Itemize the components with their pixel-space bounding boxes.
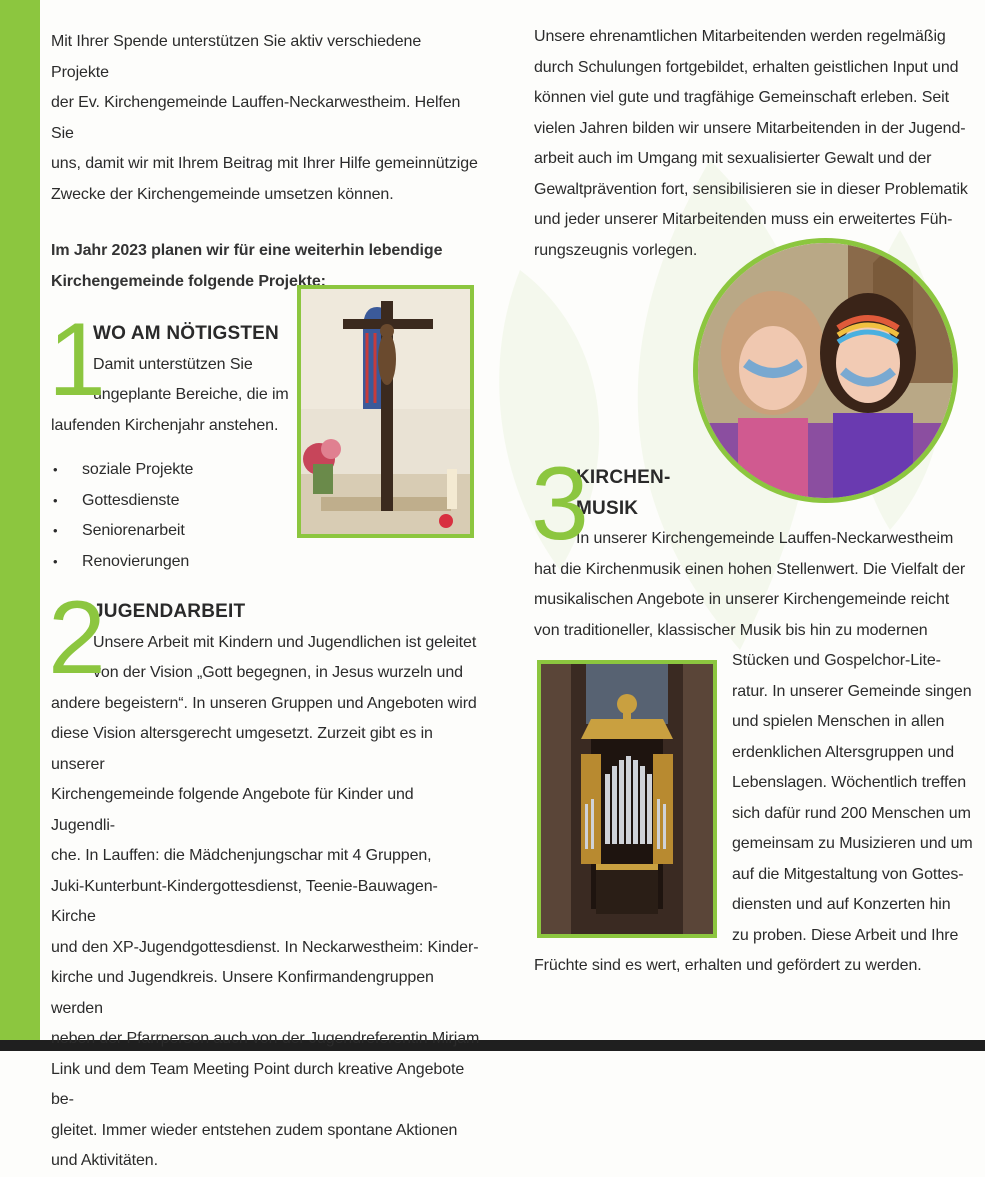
bullet-item: • Renovierungen [51, 547, 481, 578]
section-2-line: Link und dem Team Meeting Point durch kreative Angebote be- [51, 1060, 465, 1108]
children-illustration [698, 243, 953, 498]
continuation-line: Unsere ehrenamtlichen Mitarbeitenden werden regelmäßig [534, 28, 946, 45]
bullet-item: • Gottesdienste [51, 486, 481, 517]
organ-illustration [541, 664, 713, 934]
intro-line: Mit Ihrer Spende unterstützen Sie aktiv verschiedene Projekte [51, 33, 422, 81]
intro-line: der Ev. Kirchengemeinde Lauffen-Neckarwestheim. Helfen Sie [51, 94, 461, 142]
continuation-line: vielen Jahren bilden wir unsere Mitarbeitenden in der Jugend- [534, 119, 966, 137]
section-2-line: Kirchengemeinde folgende Angebote für Kinder und Jugendli- [51, 786, 414, 834]
section-3-wrap-line: Lebenslagen. Wöchentlich treffen [732, 774, 966, 791]
section-number-3: 3 [531, 446, 589, 562]
section-2-line: andere begeistern“. In unseren Gruppen und Angeboten wird [51, 694, 477, 712]
section-2-line: diese Vision altersgerecht umgesetzt. Zurzeit gibt es in unserer [51, 725, 433, 773]
plan-heading-line: Im Jahr 2023 planen wir für eine weiterhin lebendige [51, 242, 443, 259]
intro-line: Zwecke der Kirchengemeinde umsetzen können. [51, 185, 394, 203]
section-2-line: che. In Lauffen: die Mädchenjungschar mit 4 Gruppen, [51, 847, 432, 864]
section-title-3b: MUSIK [576, 497, 639, 519]
crucifix-illustration [301, 289, 470, 534]
section-3-line: von traditioneller, klassischer Musik bis hin zu modernen [534, 621, 928, 639]
section-3-wrap-line: zu proben. Diese Arbeit und Ihre [732, 926, 959, 944]
bullet-item: • soziale Projekte [51, 455, 481, 486]
church-organ-photo [537, 660, 717, 938]
section-3-line: musikalischen Angebote in unserer Kirchengemeinde reicht [534, 591, 950, 608]
section-3-wrap-line: gemeinsam zu Musizieren und um [732, 835, 973, 852]
section-number-1: 1 [48, 302, 106, 418]
section-2-line: und den XP-Jugendgottesdienst. In Neckarwestheim: Kinder- [51, 938, 479, 956]
left-column [48, 27, 481, 1177]
bullet-item: • Seniorenarbeit [51, 516, 481, 547]
section-3-wrap-line: Stücken und Gospelchor-Lite- [732, 652, 941, 669]
section-3-line: hat die Kirchenmusik einen hohen Stellenwert. Die Vielfalt der [534, 560, 966, 578]
section-2-line: neben der Pfarrperson auch von der Jugendreferentin Mirjam [51, 1030, 480, 1047]
continuation-line: und jeder unserer Mitarbeitenden muss ein erweitertes Füh- [534, 211, 953, 228]
section-2-line: Juki-Kunterbunt-Kindergottesdienst, Teenie-Bauwagen-Kirche [51, 877, 438, 925]
continuation-line: arbeit auch im Umgang mit sexualisierter Gewalt und der [534, 150, 932, 167]
intro-line: uns, damit wir mit Ihrem Beitrag mit Ihrer Hilfe gemeinnützige [51, 155, 478, 172]
section-3-wrap-line: diensten und auf Konzerten hin [732, 896, 951, 913]
section-title-2: JUGENDARBEIT [93, 601, 246, 622]
section-3-line: In unserer Kirchengemeinde Lauffen-Neckarwestheim [576, 530, 954, 547]
continuation-line: durch Schulungen fortgebildet, erhalten geistlichen Input und [534, 58, 959, 76]
section-3-wrap-line: auf die Mitgestaltung von Gottes- [732, 865, 964, 883]
section-2-line: und Aktivitäten. [51, 1152, 158, 1169]
green-side-bar [0, 0, 40, 1040]
crucifix-altar-photo [297, 285, 474, 538]
children-face-paint-photo [693, 238, 958, 503]
section-3-wrap-line: und spielen Menschen in allen [732, 713, 945, 730]
section-1-line: ungeplante Bereiche, die im [93, 386, 289, 403]
section-2-line: kirche und Jugendkreis. Unsere Konfirmandengruppen werden [51, 969, 434, 1017]
continuation-line: können viel gute und tragfähige Gemeinschaft erleben. Seit [534, 89, 949, 106]
plan-heading-line: Kirchengemeinde folgende Projekte: [51, 272, 326, 290]
continuation-line: Gewaltprävention fort, sensibilisieren sie in dieser Problematik [534, 180, 968, 198]
section-1-line: Damit unterstützen Sie [93, 355, 253, 373]
section-number-2: 2 [48, 580, 106, 696]
section-2-line: gleitet. Immer wieder entstehen zudem spontane Aktionen [51, 1121, 458, 1139]
section-3-wrap-line: sich dafür rund 200 Menschen um [732, 804, 971, 822]
section-title-3a: KIRCHEN- [576, 467, 671, 488]
section-3-line: Früchte sind es wert, erhalten und gefördert zu werden. [534, 957, 922, 974]
section-2-line: von der Vision „Gott begegnen, in Jesus wurzeln und [93, 664, 463, 681]
section-1-line: laufenden Kirchenjahr anstehen. [51, 416, 279, 434]
section-title-1: WO AM NÖTIGSTEN [93, 323, 279, 344]
section-3-wrap-line: ratur. In unserer Gemeinde singen [732, 682, 972, 700]
section-3-wrap-line: erdenklichen Altersgruppen und [732, 743, 955, 761]
section-2-line: Unsere Arbeit mit Kindern und Jugendlichen ist geleitet [93, 633, 477, 651]
section-2 [48, 580, 481, 1177]
continuation-line: rungszeugnis vorlegen. [534, 241, 698, 259]
